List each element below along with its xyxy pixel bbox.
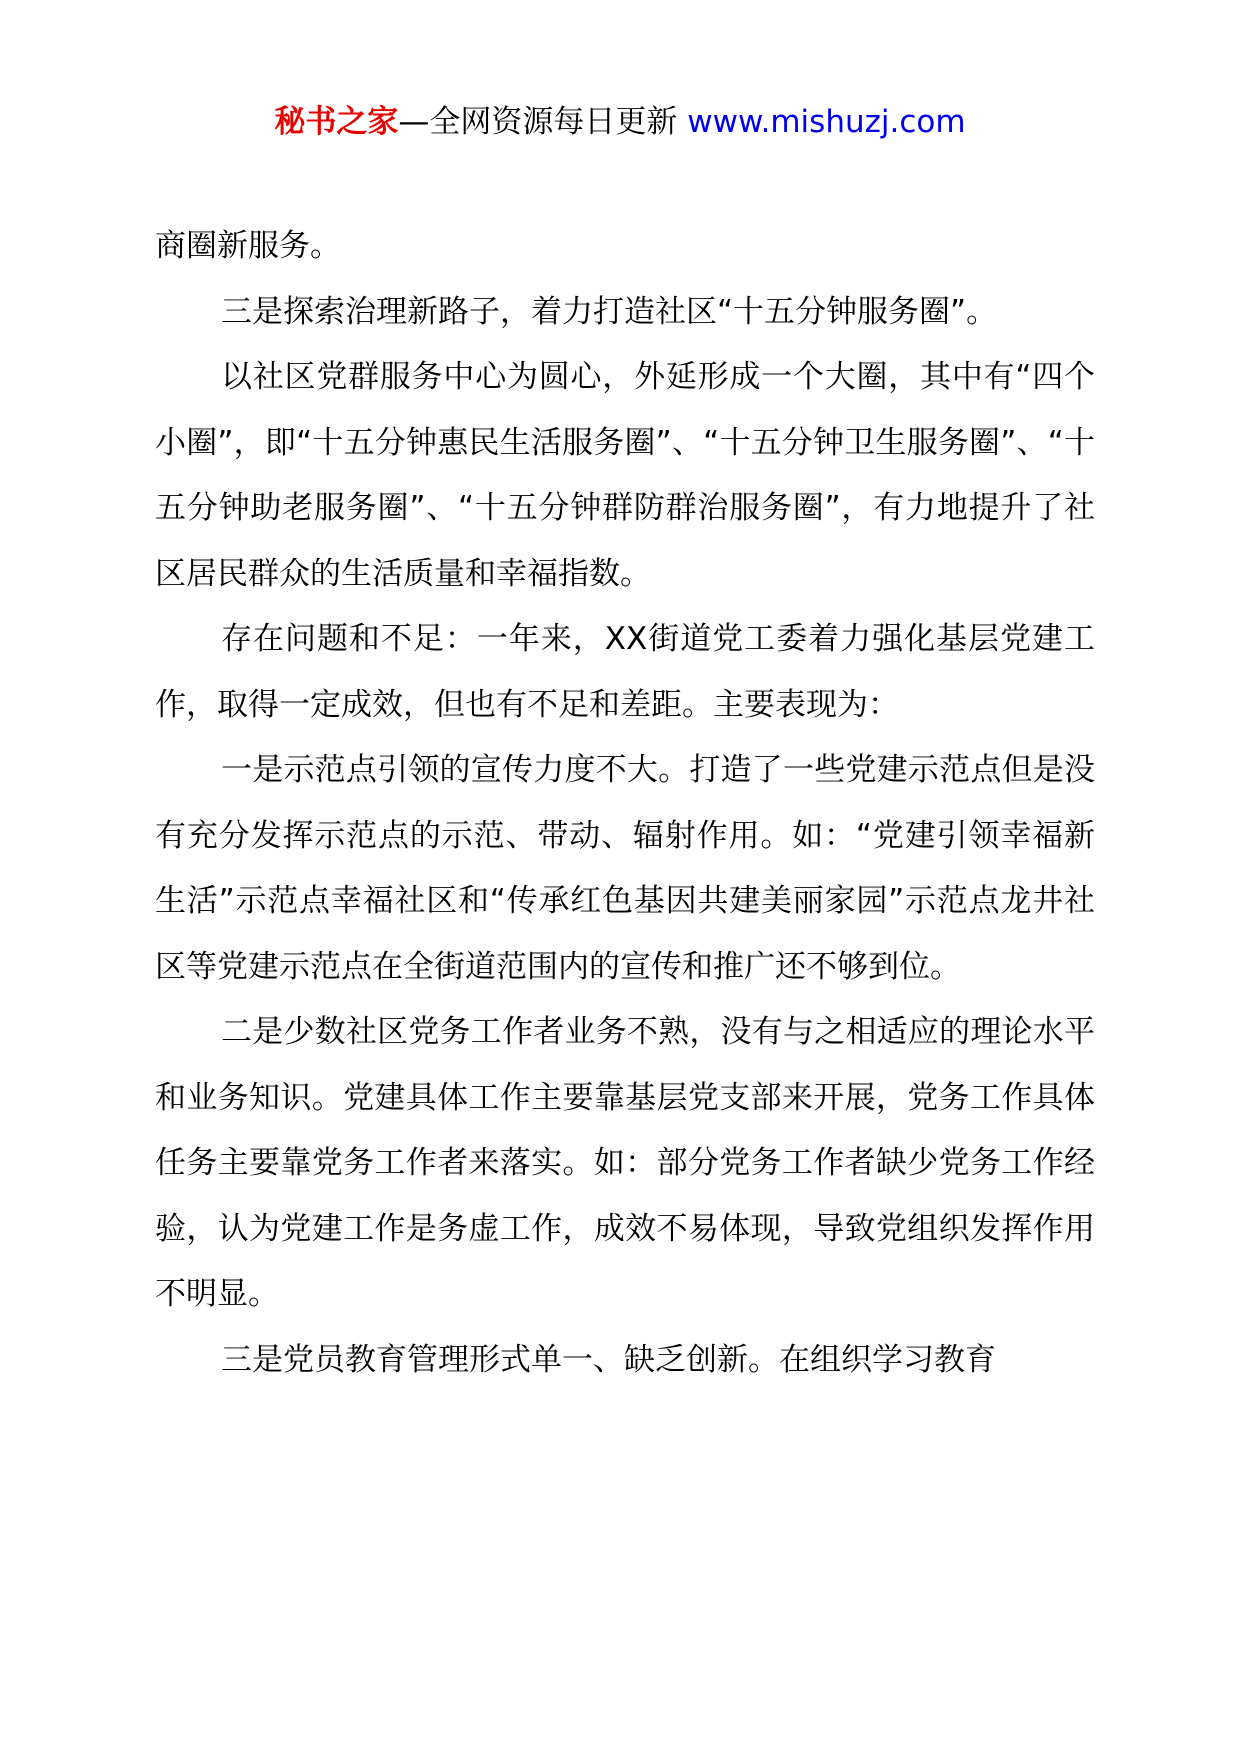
paragraph-5: 一是示范点引领的宣传力度不大。打造了一些党建示范点但是没有充分发挥示范点的示范、带动、辐射作用。如：“党建引领幸福新生活”示范点幸福社区和“传承红色基因共建美丽家园”示范点龙井社区等党建示范点在全街道范围内的宣传和推广还不够到位。 — [155, 752, 1095, 985]
paragraph-2: 三是探索治理新路子，着力打造社区“十五分钟服务圈”。 — [221, 293, 998, 330]
brand-name: 秘书之家 — [274, 104, 399, 140]
header-url-link[interactable]: www.mishuzj.com — [687, 104, 966, 140]
paragraph-1: 商圈新服务。 — [155, 228, 341, 264]
paragraph-7: 三是党员教育管理形式单一、缺乏创新。在组织学习教育 — [221, 1341, 996, 1378]
document-body — [155, 214, 1095, 1393]
paragraph-3: 以社区党群服务中心为圆心，外延形成一个大圈，其中有“四个小圈”，即“十五分钟惠民生活服务圈”、“十五分钟卫生服务圈”、“十五分钟助老服务圈”、“十五分钟群防群治服务圈”，有力地提升了社区居民群众的生活质量和幸福指数。 — [155, 359, 1095, 592]
page-header — [0, 100, 1240, 144]
header-tagline: —全网资源每日更新 — [398, 104, 678, 140]
paragraph-6: 二是少数社区党务工作者业务不熟，没有与之相适应的理论水平和业务知识。党建具体工作主要靠基层党支部来开展，党务工作具体任务主要靠党务工作者来落实。如：部分党务工作者缺少党务工作经验，认为党建工作是务虚工作，成效不易体现，导致党组织发挥作用不明显。 — [155, 1014, 1095, 1312]
paragraph-4: 存在问题和不足：一年来，XX街道党工委着力强化基层党建工作，取得一定成效，但也有不足和差距。主要表现为： — [155, 621, 1095, 723]
